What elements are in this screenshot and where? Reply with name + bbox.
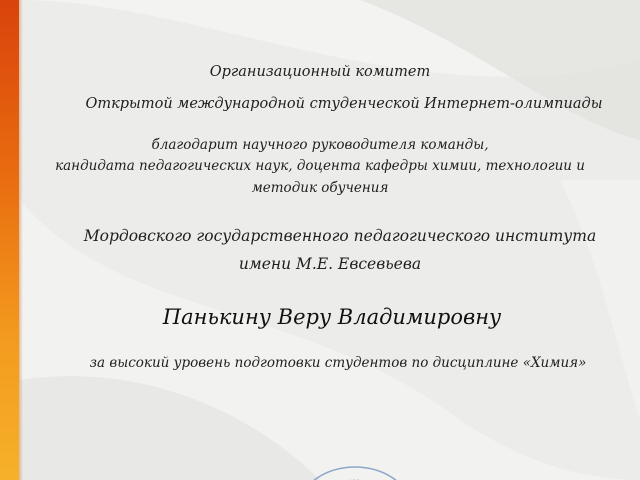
committee-title: Организационный комитет	[209, 64, 431, 80]
department-line: методик обучения	[251, 180, 389, 196]
position-line: кандидата педагогических наук, доцента кафедры химии, технологии и	[55, 158, 585, 174]
olympiad-name: Открытой международной студенческой Интернет-олимпиады	[85, 96, 603, 112]
institute-name: Мордовского государственного педагогического института	[83, 227, 597, 245]
award-reason: за высокий уровень подготовки студентов по дисциплине «Химия»	[89, 355, 587, 371]
thanks-line: благодарит научного руководителя команды,	[151, 137, 489, 153]
olympiad-seal-icon	[290, 452, 420, 480]
institute-named-after: имени М.Е. Евсевьева	[238, 255, 422, 273]
recipient-name: Панькину Веру Владимировну	[162, 305, 502, 329]
